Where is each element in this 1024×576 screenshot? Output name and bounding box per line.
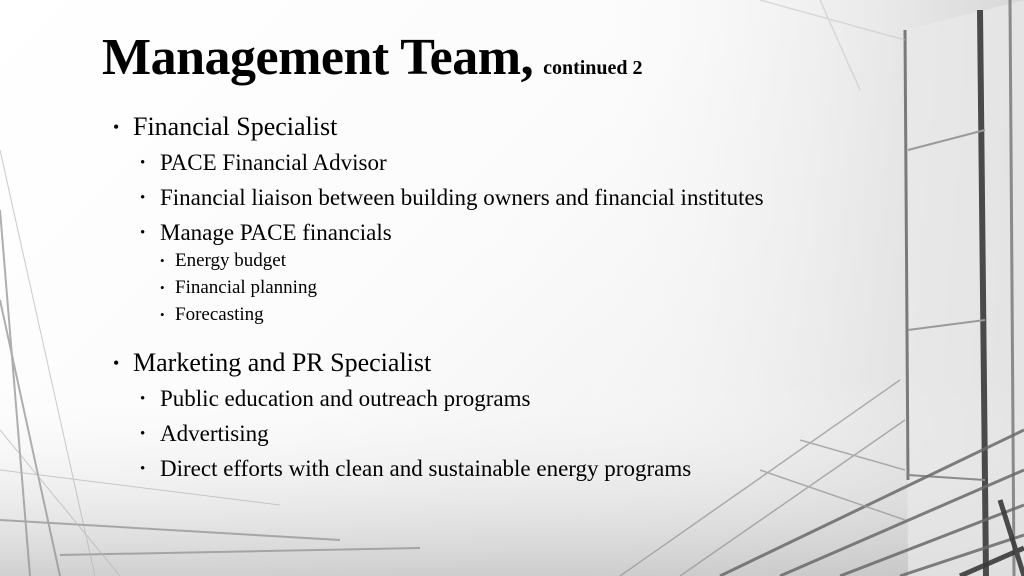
list-item-text: Forecasting (175, 304, 264, 325)
sub-sub-bullet-list (160, 247, 832, 328)
list-item-text: Advertising (160, 421, 269, 446)
list-item-text: Direct efforts with clean and sustainable energy programs (160, 456, 692, 481)
bullet-content (112, 108, 832, 487)
list-item-text: PACE Financial Advisor (160, 150, 387, 175)
title-continued-text: continued 2 (543, 57, 643, 79)
slide-title (102, 28, 643, 87)
sub-bullet-list (139, 382, 832, 487)
section-heading: Marketing and PR Specialist (133, 348, 432, 377)
list-item (139, 382, 832, 417)
list-item (160, 247, 832, 274)
title-main-text: Management Team, (102, 29, 534, 86)
list-item-text: Public education and outreach programs (160, 386, 531, 411)
list-item (160, 274, 832, 301)
list-item-text: Financial liaison between building owners and financial institutes (160, 185, 764, 210)
list-item-text: Manage PACE financials (160, 220, 392, 245)
section-heading: Financial Specialist (133, 112, 338, 141)
list-item-text: Energy budget (175, 250, 286, 271)
top-level-bullet-list (112, 108, 832, 487)
list-item (160, 301, 832, 328)
section-marketing-pr-specialist (112, 344, 832, 487)
list-item (139, 417, 832, 452)
list-item (139, 452, 832, 487)
sub-bullet-list (139, 146, 832, 334)
list-item (139, 216, 832, 334)
list-item (139, 146, 832, 181)
section-financial-specialist (112, 108, 832, 334)
list-item-text: Financial planning (175, 277, 317, 298)
list-item (139, 181, 832, 216)
